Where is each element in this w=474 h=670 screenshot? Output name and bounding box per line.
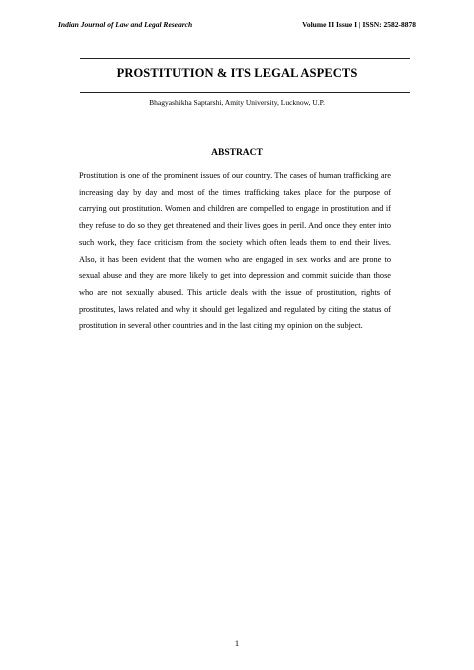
volume-issn: Volume II Issue I | ISSN: 2582-8878 (302, 20, 416, 29)
abstract-body: Prostitution is one of the prominent issues of our country. The cases of human trafficking are increasing day by day and most of the times trafficking takes place for the purpose of carrying out prostitution. Women and children are compelled to engage in prostitution and if they refuse to do so they get threatened and their lives goes in peril. And once they enter into such work, they face criticism from the society which often leads them to end their lives. Also, it has been evident that the women who are engaged in sex works and are prone to sexual abuse and they are more likely to get into depression and commit suicide than those who are not sexually abused. This article deals with the issue of prostitution, rights of prostitutes, laws related and why it should get legalized and regulated by citing the status of prostitution in several other countries and in the last citing my opinion on the subject. (79, 171, 391, 331)
title-top-rule (80, 58, 410, 59)
abstract-heading: ABSTRACT (211, 148, 263, 158)
running-header (58, 20, 416, 32)
article-title: PROSTITUTION & ITS LEGAL ASPECTS (116, 66, 358, 80)
author-line: Bhagyashikha Saptarshi, Amity University, Lucknow, U.P. (149, 98, 325, 107)
page-number: 1 (234, 638, 240, 648)
journal-name: Indian Journal of Law and Legal Research (58, 20, 193, 29)
title-bottom-rule (80, 92, 410, 93)
